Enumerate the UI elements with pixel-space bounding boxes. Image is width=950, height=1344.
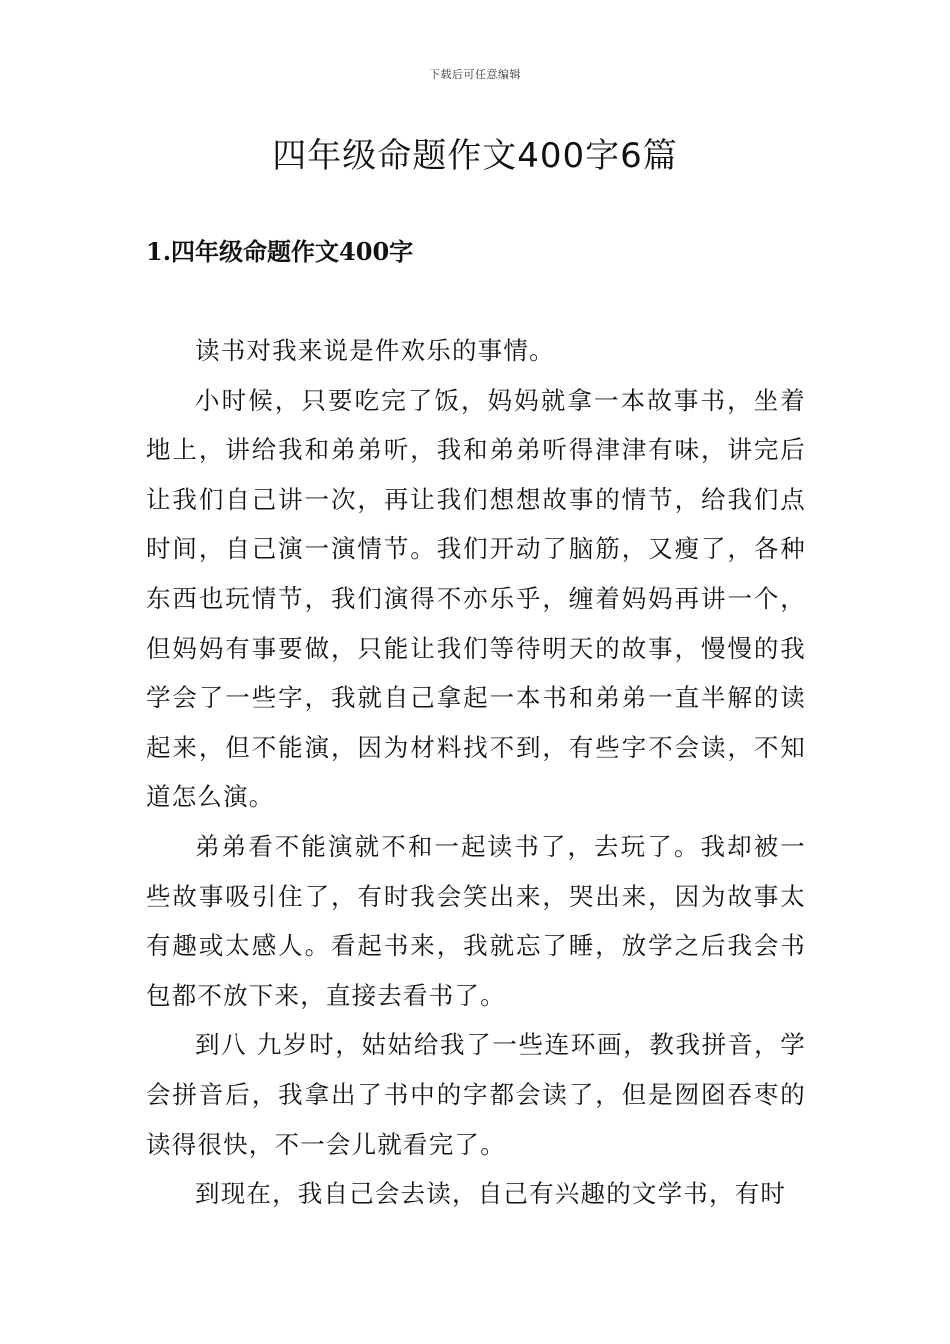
header-note: 下载后可任意编辑 xyxy=(429,68,521,81)
document-title: 四年级命题作文400字6篇 xyxy=(272,136,678,176)
paragraph: 到现在，我自己会去读，自己有兴趣的文学书，有时 xyxy=(195,1179,787,1209)
paragraph: 小时候，只要吃完了饭，妈妈就拿一本故事书，坐着地上，讲给我和弟弟听，我和弟弟听得津津有味，讲完后让我们自己讲一次，再让我们想想故事的情节，给我们点时间，自己演一演情节。我们开动了脑筋，又瘦了，各种东西也玩情节，我们演得不亦乐乎，缠着妈妈再讲一个，但妈妈有事要做，只能让我们等待明天的故事，慢慢的我学会了一些字，我就自己拿起一本书和弟弟一直半解的读起来，但不能演，因为材料找不到，有些字不会读，不知道怎么演。 xyxy=(146,385,806,812)
section-heading: 1.四年级命题作文400字 xyxy=(146,237,414,266)
paragraph: 读书对我来说是件欢乐的事情。 xyxy=(195,336,555,365)
paragraph: 弟弟看不能演就不和一起读书了，去玩了。我却被一些故事吸引住了，有时我会笑出来，哭出来，因为故事太有趣或太感人。看起书来，我就忘了睡，放学之后我会书包都不放下来，直接去看书了。 xyxy=(146,831,806,1010)
paragraph: 到八 九岁时，姑姑给我了一些连环画，教我拼音，学会拼音后，我拿出了书中的字都会读了，但是囫囵吞枣的读得很快，不一会儿就看完了。 xyxy=(146,1030,806,1159)
article-body xyxy=(146,326,806,1219)
